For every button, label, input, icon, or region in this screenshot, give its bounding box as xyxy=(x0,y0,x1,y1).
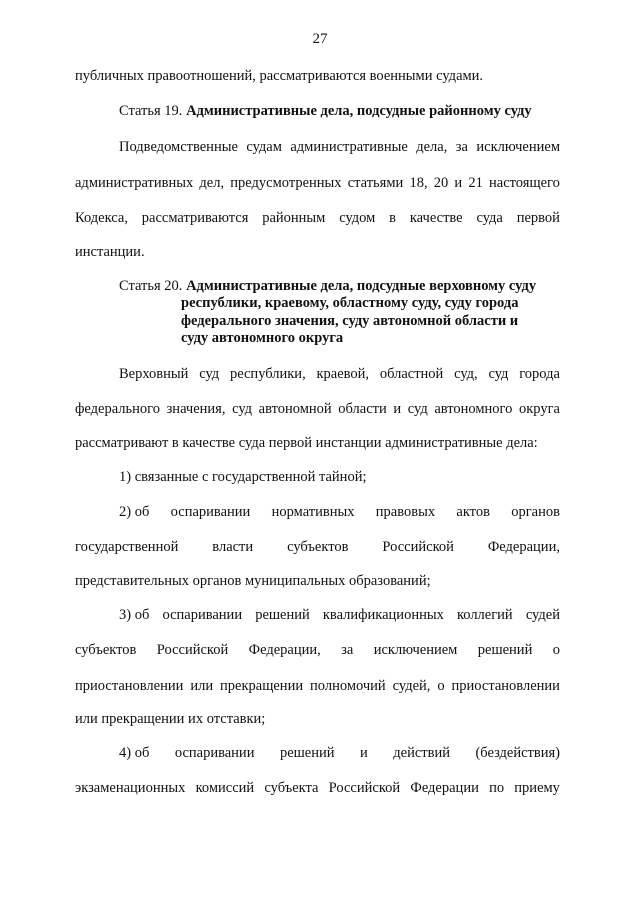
word: федерального xyxy=(75,401,160,417)
word: административных xyxy=(75,175,194,191)
word: по xyxy=(489,780,505,796)
word: и xyxy=(454,175,463,191)
word: 3) об xyxy=(119,607,150,623)
word: субъектов xyxy=(75,642,137,658)
word: Подведомственные xyxy=(119,139,238,155)
word: и xyxy=(393,401,402,417)
word: Федерации xyxy=(410,780,479,796)
word: субъектов xyxy=(287,539,349,555)
word: настоящего xyxy=(489,175,560,191)
word: оспаривании xyxy=(174,745,255,761)
word: округа xyxy=(519,401,560,417)
word: 18, xyxy=(409,175,428,191)
article-title-line: федерального значения, суду автономной области и xyxy=(181,313,519,329)
word: за xyxy=(341,642,354,658)
text-line xyxy=(75,677,560,695)
word: первой xyxy=(516,210,560,226)
word: субъекта xyxy=(264,780,319,796)
word: о xyxy=(437,678,445,694)
article-title-line: суду автономного округа xyxy=(181,330,344,346)
word: судей, xyxy=(392,678,431,694)
word: Федерации, xyxy=(248,642,321,658)
text-line xyxy=(119,365,560,383)
article-title: Административные дела, подсудные районному суду xyxy=(186,103,532,119)
word: суд xyxy=(407,401,428,417)
word: рассматриваются xyxy=(141,210,249,226)
word: оспаривании xyxy=(170,504,251,520)
word: Кодекса, xyxy=(75,210,128,226)
word: 20 xyxy=(433,175,449,191)
word: актов xyxy=(456,504,490,520)
text-line: инстанции. xyxy=(75,244,145,260)
text-line: рассматривают в качестве суда первой инстанции административные дела: xyxy=(75,435,538,451)
word: суд xyxy=(199,366,220,382)
article-label: Статья 19. xyxy=(119,103,183,119)
article-title: Административные дела, подсудные верховному суду xyxy=(186,278,537,294)
word: областной xyxy=(379,366,444,382)
text-line: или прекращении их отставки; xyxy=(75,711,266,727)
word: 2) об xyxy=(119,504,150,520)
word: и xyxy=(360,745,368,761)
word: приему xyxy=(514,780,560,796)
text-line: представительных органов муниципальных образований; xyxy=(75,573,431,589)
text-line xyxy=(75,641,560,659)
word: (бездействия) xyxy=(475,745,560,761)
word: Российской xyxy=(156,642,229,658)
word: полномочий xyxy=(310,678,386,694)
word: за xyxy=(455,139,468,155)
word: Российской xyxy=(382,539,454,555)
word: или xyxy=(190,678,214,694)
word: Российской xyxy=(328,780,401,796)
word: автономной xyxy=(258,401,332,417)
word: области xyxy=(338,401,387,417)
word: Федерации, xyxy=(487,539,560,555)
word: 21 xyxy=(468,175,483,191)
word: предусмотренных xyxy=(230,175,342,191)
word: власти xyxy=(212,539,254,555)
word: решений xyxy=(255,607,310,623)
word: суда xyxy=(476,210,503,226)
word: решений xyxy=(477,642,533,658)
word: Верховный xyxy=(119,366,189,382)
word: квалификационных xyxy=(322,607,444,623)
word: исключением xyxy=(373,642,458,658)
word: дел, xyxy=(199,175,225,191)
word: автономного xyxy=(434,401,513,417)
list-item xyxy=(119,744,560,762)
word: правовых xyxy=(375,504,436,520)
word: республики, xyxy=(229,366,306,382)
word: о xyxy=(552,642,560,658)
word: суд xyxy=(488,366,509,382)
word: судом xyxy=(339,210,376,226)
word: города xyxy=(519,366,560,382)
list-item: 1) связанные с государственной тайной; xyxy=(119,469,367,485)
word: нормативных xyxy=(271,504,355,520)
word: в xyxy=(389,210,397,226)
list-item xyxy=(119,503,560,521)
article-19-heading xyxy=(119,102,532,120)
word: решений xyxy=(279,745,335,761)
article-20-heading xyxy=(119,277,536,295)
text-line xyxy=(75,209,560,227)
word: экзаменационных xyxy=(75,780,186,796)
article-title-line: республики, краевому, областному суду, суду города xyxy=(181,295,519,311)
word: краевой, xyxy=(316,366,370,382)
text-line xyxy=(75,174,560,192)
word: суд xyxy=(232,401,253,417)
article-label: Статья 20. xyxy=(119,278,183,294)
text-line xyxy=(119,138,560,156)
word: административные xyxy=(290,139,408,155)
page-number: 27 xyxy=(312,31,328,47)
word: оспаривании xyxy=(162,607,243,623)
word: судам xyxy=(246,139,282,155)
text-line xyxy=(75,538,560,556)
word: коллегий xyxy=(456,607,513,623)
list-item xyxy=(119,606,560,624)
word: приостановлении xyxy=(75,678,184,694)
word: комиссий xyxy=(195,780,255,796)
word: 4) об xyxy=(119,745,150,761)
word: значения, xyxy=(166,401,226,417)
word: органов xyxy=(511,504,560,520)
word: суд, xyxy=(454,366,478,382)
text-line xyxy=(75,400,560,418)
text-line xyxy=(75,779,560,797)
word: приостановлении xyxy=(451,678,560,694)
word: судей xyxy=(525,607,560,623)
word: районным xyxy=(262,210,326,226)
word: статьями xyxy=(347,175,404,191)
word: качестве xyxy=(409,210,463,226)
text-line: публичных правоотношений, рассматриваются военными судами. xyxy=(75,68,484,84)
word: исключением xyxy=(476,139,560,155)
word: государственной xyxy=(75,539,179,555)
word: прекращении xyxy=(220,678,304,694)
word: дела, xyxy=(416,139,448,155)
word: действий xyxy=(393,745,450,761)
